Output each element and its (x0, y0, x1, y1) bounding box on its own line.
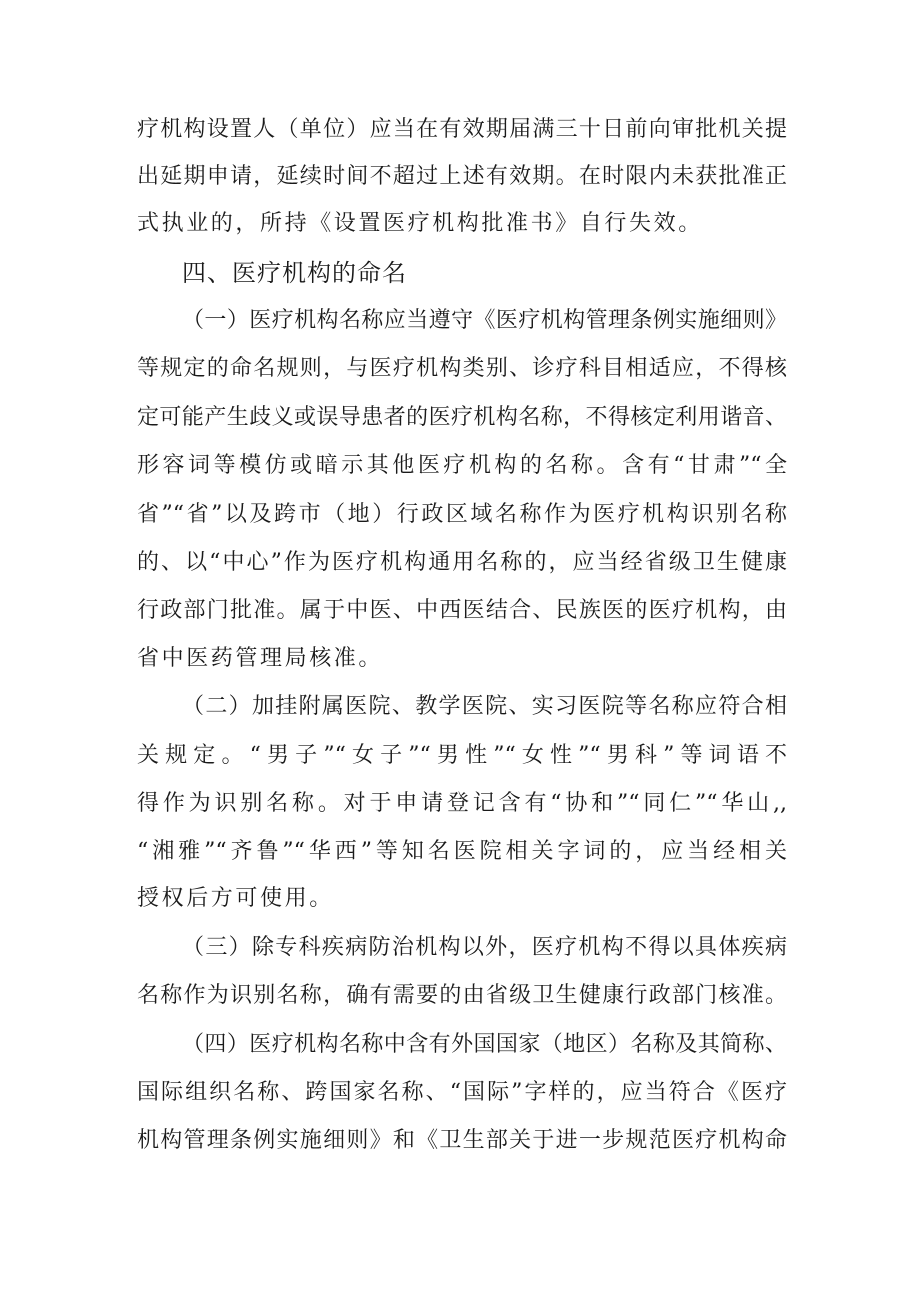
paragraph-line: 式执业的，所持《设置医疗机构批准书》自行失效。 (137, 211, 703, 236)
paragraph-line: （二）加挂附属医院、教学医院、实习医院等名称应符合相 (182, 694, 787, 719)
paragraph-line: （三）除专科疾病防治机构以外，医疗机构不得以具体疾病 (182, 935, 787, 960)
paragraph-line: 关规定。“男子”“女子”“男性”“女性”“男科”等词语不 (137, 743, 787, 768)
paragraph-line: 形容词等模仿或暗示其他医疗机构的名称。含有“甘肃”“全 (137, 453, 787, 478)
paragraph-line: 得作为识别名称。对于申请登记含有“协和”“同仁”“华山,, (137, 791, 787, 816)
paragraph-line: 等规定的命名规则，与医疗机构类别、诊疗科目相适应，不得核 (137, 356, 787, 381)
paragraph-line: （四）医疗机构名称中含有外国国家（地区）名称及其简称、 (182, 1032, 787, 1057)
paragraph-line: 名称作为识别名称，确有需要的由省级卫生健康行政部门核准。 (137, 983, 787, 1008)
paragraph-line: 授权后方可使用。 (137, 886, 334, 911)
paragraph-line: 出延期申请，延续时间不超过上述有效期。在时限内未获批准正 (137, 164, 787, 189)
section-heading: 四、医疗机构的命名 (182, 259, 407, 287)
paragraph-line: 省中医药管理局核准。 (137, 646, 384, 671)
paragraph-line: 机构管理条例实施细则》和《卫生部关于进一步规范医疗机构命 (137, 1128, 787, 1153)
paragraph-line: （一）医疗机构名称应当遵守《医疗机构管理条例实施细则》 (182, 308, 787, 333)
paragraph-line: 疗机构设置人（单位）应当在有效期届满三十日前向审批机关提 (137, 117, 787, 142)
paragraph-line: 行政部门批准。属于中医、中西医结合、民族医的医疗机构，由 (137, 598, 787, 623)
paragraph-line: 省”“省”以及跨市（地）行政区域名称作为医疗机构识别名称 (137, 502, 787, 527)
paragraph-line: 定可能产生歧义或误导患者的医疗机构名称，不得核定利用谐音、 (137, 405, 787, 430)
paragraph-line: 国际组织名称、跨国家名称、“国际”字样的，应当符合《医疗 (137, 1080, 787, 1105)
paragraph-line: “湘雅”“齐鲁”“华西”等知名医院相关字词的，应当经相关 (137, 839, 787, 864)
paragraph-line: 的、以“中心”作为医疗机构通用名称的，应当经省级卫生健康 (137, 550, 787, 575)
